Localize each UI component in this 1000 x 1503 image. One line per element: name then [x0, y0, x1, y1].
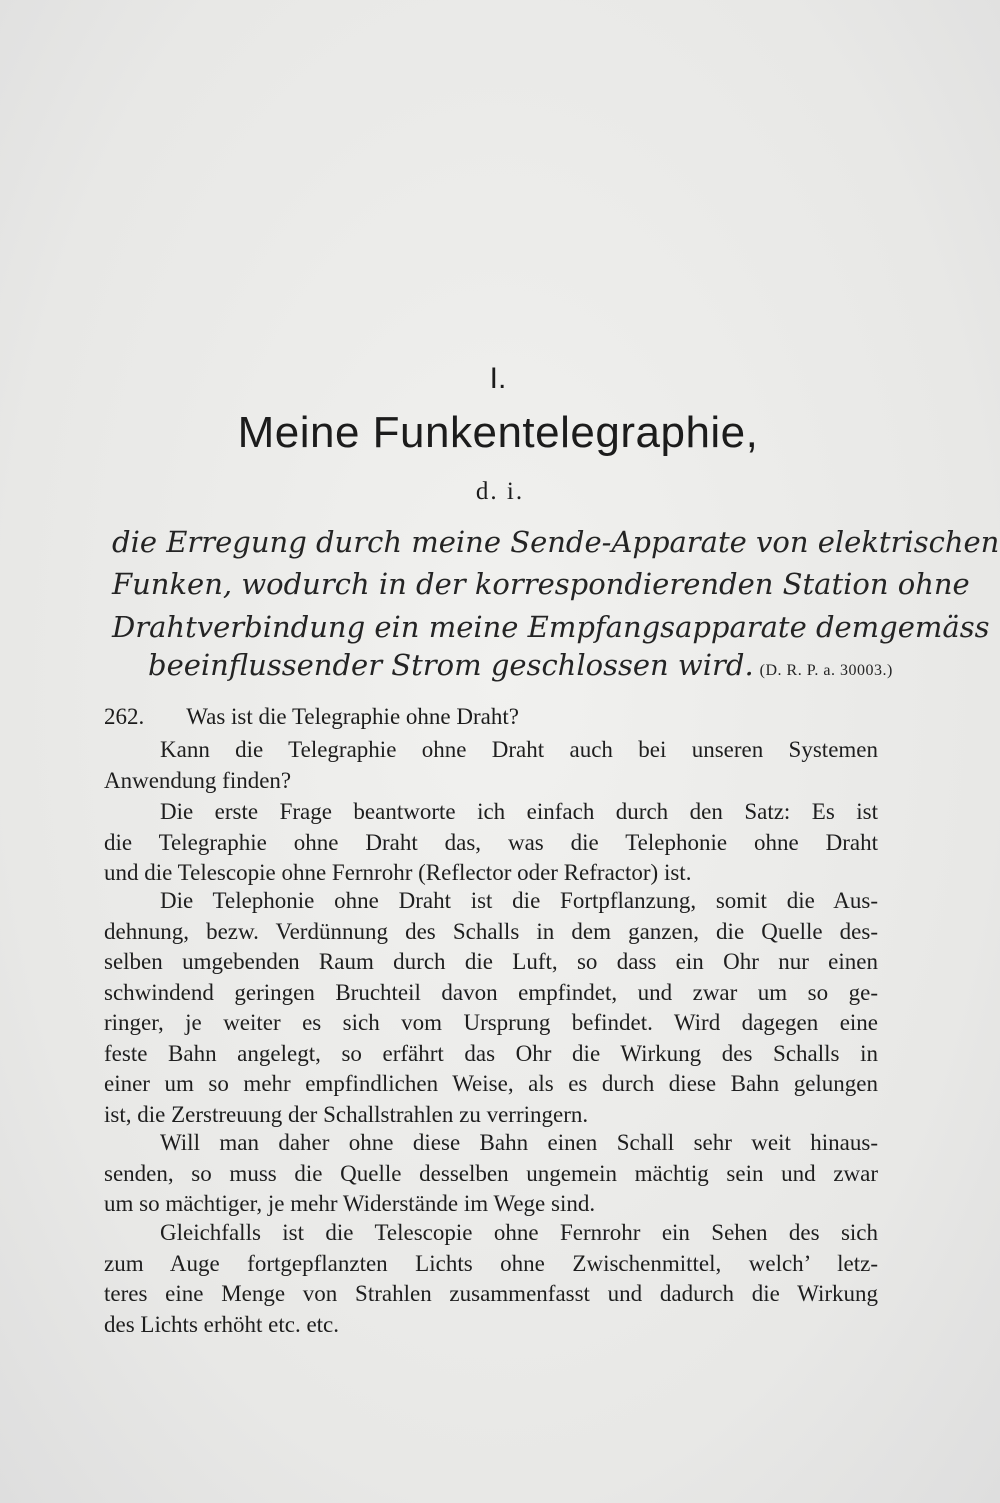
text-line: feste Bahn angelegt, so erfährt das Ohr die Wirkung des Schalls in — [104, 1040, 878, 1066]
text-line: ist, die Zerstreuung der Schallstrahlen zu verringern. — [104, 1101, 589, 1127]
chapter-di: d. i. — [475, 478, 525, 505]
question-line — [104, 704, 519, 730]
patent-reference: (D. R. P. a. 30003.) — [759, 662, 893, 679]
text-line: schwindend geringen Bruchteil davon empfindet, und zwar um so ge- — [104, 979, 878, 1005]
text-line: die Telegraphie ohne Draht das, was die Telephonie ohne Draht — [104, 829, 878, 855]
text-line: Kann die Telegraphie ohne Draht auch bei unseren Systemen — [160, 737, 878, 762]
paragraph-1 — [104, 735, 878, 796]
paragraph-3 — [104, 886, 878, 1130]
chapter-title: Meine Funkentelegraphie, — [237, 408, 759, 457]
subtitle-line-1: die Erregung durch meine Sende-Apparate von elektrischen — [112, 525, 1000, 559]
subtitle-line-4 — [148, 648, 918, 682]
text-line: Gleichfalls ist die Telescopie ohne Fernrohr ein Sehen des sich — [160, 1220, 878, 1245]
text-line: Die erste Frage beantworte ich einfach durch den Satz: Es ist — [160, 799, 878, 824]
text-line: zum Auge fortgepflanzten Lichts ohne Zwischenmittel, welch’ letz- — [104, 1250, 878, 1276]
text-line: Will man daher ohne diese Bahn einen Schall sehr weit hinaus- — [160, 1130, 878, 1155]
paragraph-5 — [104, 1218, 878, 1340]
chapter-number: I. — [489, 362, 507, 395]
subtitle-line-3: Drahtverbindung ein meine Empfangsapparate demgemäss — [112, 610, 990, 644]
text-line: selben umgebenden Raum durch die Luft, so dass ein Ohr nur einen — [104, 949, 878, 974]
text-line: und die Telescopie ohne Fernrohr (Reflector oder Refractor) ist. — [104, 860, 692, 885]
text-line: Anwendung finden? — [104, 767, 292, 793]
text-line: teres eine Menge von Strahlen zusammenfasst und dadurch die Wirkung — [104, 1281, 878, 1306]
text-line: des Lichts erhöht etc. etc. — [104, 1311, 340, 1337]
question-text: Was ist die Telegraphie ohne Draht? — [186, 704, 519, 729]
text-line: einer um so mehr empfindlichen Weise, als es durch diese Bahn gelungen — [104, 1071, 878, 1096]
subtitle-line-4-text: beeinflussender Strom geschlossen wird. — [148, 648, 754, 682]
text-line: Die Telephonie ohne Draht ist die Fortpflanzung, somit die Aus- — [160, 888, 878, 913]
paragraph-2 — [104, 797, 878, 889]
paragraph-4 — [104, 1128, 878, 1220]
subtitle-line-2: Funken, wodurch in der korrespondierenden Station ohne — [112, 567, 970, 601]
question-number: 262. — [104, 704, 145, 729]
text-line: dehnung, bezw. Verdünnung des Schalls in dem ganzen, die Quelle des- — [104, 918, 878, 944]
text-line: um so mächtiger, je mehr Widerstände im Wege sind. — [104, 1191, 596, 1216]
text-line: senden, so muss die Quelle desselben ungemein mächtig sein und zwar — [104, 1160, 878, 1186]
text-line: ringer, je weiter es sich vom Ursprung befindet. Wird dagegen eine — [104, 1010, 878, 1035]
